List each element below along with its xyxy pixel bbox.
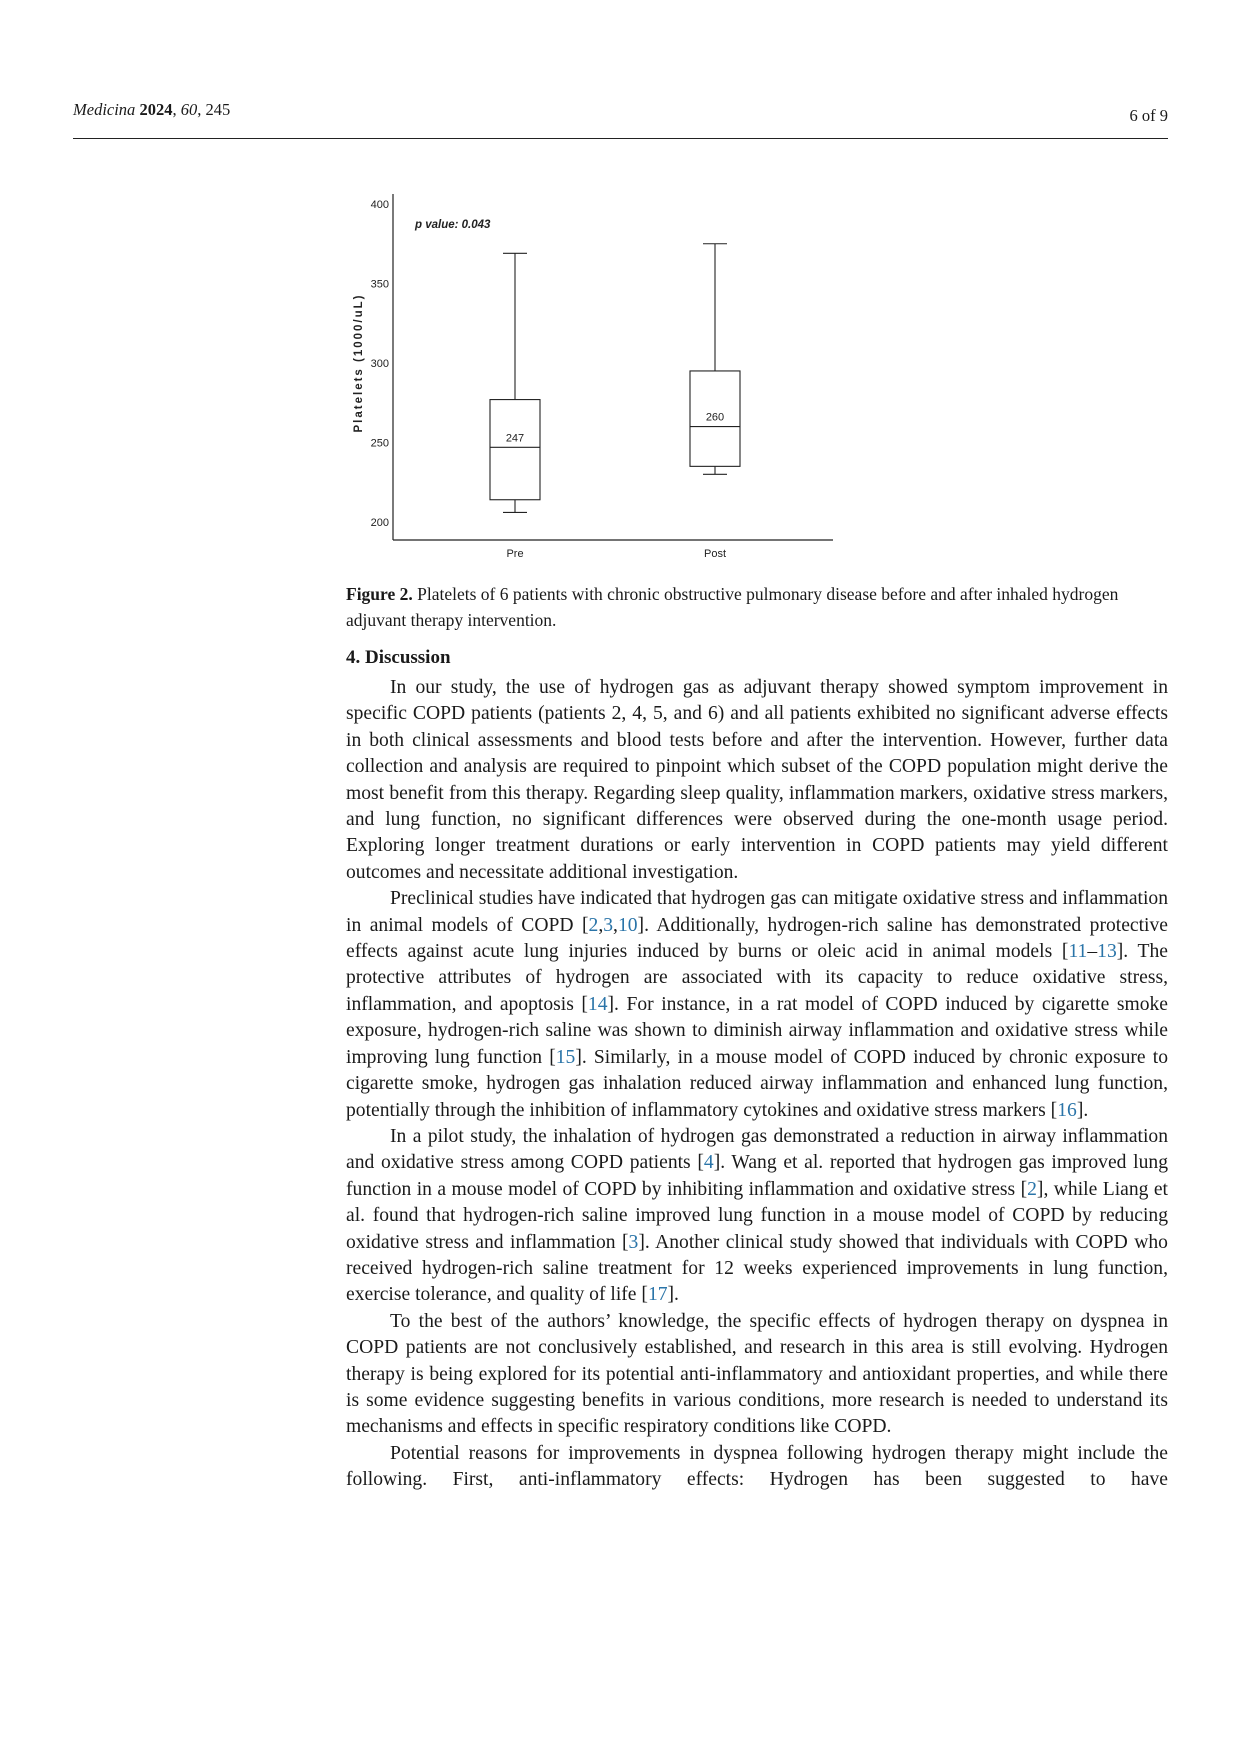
y-axis-label: Platelets (1000/uL) [353,293,365,433]
journal-name: Medicina [73,100,136,119]
x-tick-label-pre: Pre [506,548,524,560]
y-tick-label: 300 [370,358,389,370]
reference-link[interactable]: 16 [1057,1099,1077,1121]
discussion-paragraph: Potential reasons for improvements in dyspnea following hydrogen therapy might include the following. First, anti-inflammatory effects: Hydrogen has been suggested to have [346,1442,1168,1491]
reference-link[interactable]: 13 [1097,941,1117,963]
reference-link[interactable]: 3 [603,914,614,936]
reference-link[interactable]: 11 [1068,941,1088,963]
platelets-box-plot [340,190,860,570]
reference-link[interactable]: 10 [617,914,638,936]
p-value-annotation: p value: 0.043 [415,219,491,231]
discussion-paragraph: In our study, the use of hydrogen gas as adjuvant therapy showed symptom improvement in specific COPD patients (patients 2, 4, 5, and 6) and all patients exhibited no significant adverse effects in both clinical assessments and blood tests before and after the intervention. However, further data collection and analysis are required to pinpoint which subset of the COPD population might derive the most benefit from this therapy. Regarding sleep quality, inflammation markers, oxidative stress markers, and lung function, no significant differences were observed during the one-month usage period. Exploring longer treatment durations or early intervention in COPD patients may yield different outcomes and necessitate additional investigation. [346,677,1168,883]
y-tick-label: 350 [370,278,389,291]
reference-link[interactable]: 3 [628,1231,639,1253]
reference-link[interactable]: 17 [647,1284,668,1306]
figure-caption-text: Platelets of 6 patients with chronic obstructive pulmonary disease before and after inhaled hydrogen adjuvant therapy intervention. [346,584,1119,630]
reference-link[interactable]: 2 [588,914,599,936]
median-label-post: 260 [705,411,725,424]
y-tick-label: 400 [370,199,389,211]
figure-label: Figure 2. [346,584,413,604]
journal-volume: 60 [180,100,198,119]
reference-link[interactable]: 14 [587,993,608,1015]
journal-citation: Medicina 2024, 60, 245 [73,100,231,119]
reference-link[interactable]: 15 [555,1046,576,1068]
y-tick-label: 250 [370,437,389,450]
y-tick-label: 200 [370,517,389,529]
header-rule [73,138,1168,139]
running-header [73,100,1168,130]
chart-canvas [340,190,860,570]
journal-year: 2024 [139,100,173,119]
reference-link[interactable]: 2 [1027,1178,1037,1200]
discussion-paragraph: Preclinical studies have indicated that hydrogen gas can mitigate oxidative stress and inflammation in animal models of COPD [2,3,10]. Additionally, hydrogen-rich saline has demonstrated protective effects against acute lung injuries induced by burns or oleic acid in animal models [11–13]. The protective attributes of hydrogen are associated with its capacity to reduce oxidative stress, inflammation, and apoptosis [14]. For instance, in a rat model of COPD induced by cigarette smoke exposure, hydrogen-rich saline was shown to diminish airway inflammation and oxidative stress while improving lung function [15]. Similarly, in a mouse model of COPD induced by chronic exposure to cigarette smoke, hydrogen gas inhalation reduced airway inflammation and enhanced lung function, potentially through the inhibition of inflammatory cytokines and oxidative stress markers [16]. [346,888,1169,1121]
article-number: 245 [205,100,231,119]
discussion-paragraph: In a pilot study, the inhalation of hydrogen gas demonstrated a reduction in airway inflammation and oxidative stress among COPD patients [4]. Wang et al. reported that hydrogen gas improved lung function in a mouse model of COPD by inhibiting inflammation and oxidative stress [2], while Liang et al. found that hydrogen-rich saline improved lung function in a mouse model of COPD by reducing oxidative stress and inflammation [3]. Another clinical study showed that individuals with COPD who received hydrogen-rich saline treatment for 12 weeks experienced improvements in lung function, exercise tolerance, and quality of life [17]. [346,1125,1168,1306]
median-label-pre: 247 [505,432,525,445]
box-pre [490,400,540,500]
figure-caption [346,581,1168,633]
discussion-paragraph: To the best of the authors’ knowledge, the specific effects of hydrogen therapy on dyspnea in COPD patients are not conclusively established, and research in this area is still evolving. Hydrogen therapy is being explored for its potential anti-inflammatory and antioxidant properties, and while there is some evidence suggesting benefits in various conditions, more research is needed to understand its mechanisms and effects in specific respiratory conditions like COPD. [346,1310,1168,1438]
reference-link[interactable]: 4 [703,1152,714,1174]
x-tick-label-post: Post [703,548,727,560]
page-number: 6 of 9 [1129,106,1168,125]
discussion-body [346,675,1168,1494]
section-heading: 4. Discussion [346,647,451,668]
